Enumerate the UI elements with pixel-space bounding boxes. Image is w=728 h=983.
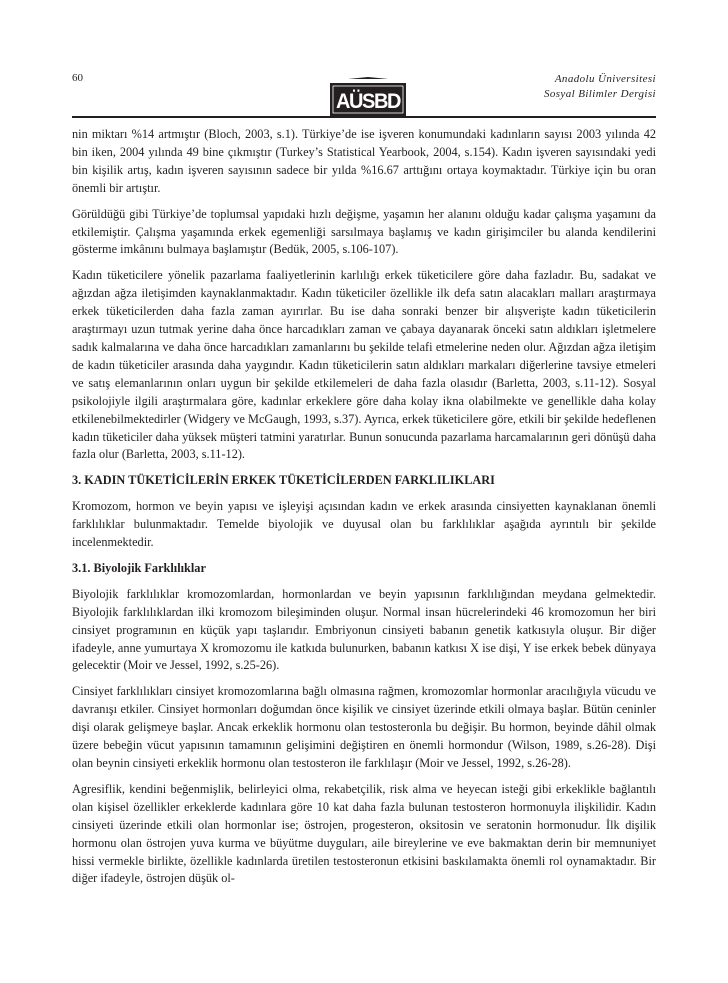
paragraph: Biyolojik farklılıklar kromozomlardan, hormonlardan ve beyin yapısının farklılığından meydana gelmektedir. Biyolojik farklılıklardan ilki kromozom bileşiminden oluşur. Normal insan hücrelerindeki 46 kromozomun her biri cinsiyet programının en küçük yapı taşlarıdır. Embriyonun cinsiyeti babanın genetik katkısıyla oluşur. Bir diğer ifadeyle, anne yumurtaya X kromozomu ile katkıda bulunurken, babanın katkısı X ise dişi, Y ise erkek bebek dünyaya gelecektir (Moir ve Jessel, 1992, s.25-26). [72,586,656,673]
paragraph: nin miktarı %14 artmıştır (Bloch, 2003, s.1). Türkiye’de ise işveren konumundaki kadınların sayısı 2003 yılında 42 bin iken, 2004 yılında 49 bine çıkmıştır (Turkey’s Statistical Yearbook, 2004, s.154). Kadın işveren sayısındaki yedi bin kişilik artış, kadın işveren sayısının sadece bir yılda %16.67 arttığını ortaya koymaktadır. Türkiye için bu oran önemli bir artıştır. [72,127,656,195]
paragraph: Agresiflik, kendini beğenmişlik, belirleyici olma, rekabetçilik, risk alma ve heyecan isteği gibi erkeklikle bağlantılı olan kişisel özellikler erkeklerde kadınlara göre 10 kat daha fazla bulunan testosteron hormonuyla ilişkilidir. Kadın cinsiyeti üzerinde etkili olan hormonlar ise; östrojen, progesteron, oksitosin ve seratonin hormonudur. İlk dişilik hormonu olan östrojen yuva kurma ve büyütme duyguları, aile bireylerine ve eve bakmaktan derin bir memnuniyet hissi vermekle birlikte, özellikle kadınlarda üretilen testosteronun etkisini baskılamakta önemli rol oynamaktadır. Bir diğer ifadeyle, östrojen düşük ol- [72,781,656,886]
paragraph: Cinsiyet farklılıkları cinsiyet kromozomlarına bağlı olmasına rağmen, kromozomlar hormonlar aracılığıyla vücudu ve davranışı etkiler. Cinsiyet hormonları doğumdan önce kişilik ve cinsiyet üzerinde etkili olmaya başlar. Bütün ceninler dişi olarak gelişmeye başlar. Ancak erkeklik hormonu olan testosteronla bu değişir. Bu hormon, beyinde dâhil olmak üzere bebeğin vücut yapısının tamamının gelişimini değiştiren en önemli hormondur (Wilson, 1989, s.26-28). Dişi olan beynin cinsiyeti erkeklik hormonu olan testosteron ile farklılaşır (Moir ve Jessel, 1992, s.26-28). [72,684,656,770]
header-rule [72,116,656,118]
journal-logo [328,76,408,118]
journal-title-line1: Anadolu Üniversitesi [554,73,656,85]
page-number: 60 [72,72,83,84]
page-header [72,72,656,122]
paragraph: Kromozom, hormon ve beyin yapısı ve işleyişi açısından kadın ve erkek arasında cinsiyetten kaynaklanan önemli farklılıklar bulunmaktadır. Temelde biyolojik ve duyusal olan bu farklılıklar aşağıda ayrıntılı bir şekilde incelenmektedir. [72,499,656,550]
journal-title [544,72,656,102]
subsection-heading: 3.1. Biyolojik Farklılıklar [72,560,206,575]
paragraph: Kadın tüketicilere yönelik pazarlama faaliyetlerinin karlılığı erkek tüketicilere göre daha fazladır. Bu, sadakat ve ağızdan ağza iletişimden kaynaklanmaktadır. Kadın tüketiciler özellikle ilk defa satın alacakları malları araştırmaya erkek tüketicilerden daha fazla zaman ayırırlar. Bu ise daha sonraki benzer bir alışverişte kadın tüketicilerin araştırmayı uzun tutmak yerine daha önce harcadıkları zaman ve çabaya dayanarak önceki satın aldıkları işletmelere sadık kalmalarına ve daha önce harcadıkları zamanlarını bu şekilde telafi etmelerine neden olur. Ağızdan ağza iletişim de kadın tüketiciler arasında daha yaygındır. Kadın tüketicilerin satın aldıkları markaları diğerlerine tavsiye etmeleri ve satış elemanlarının onları uygun bir şekilde etkilemeleri de daha fazla olasıdır (Barletta, 2003, s.11-12). Sosyal psikolojiyle ilgili araştırmalara göre, kadınlar erkeklere göre daha kolay ikna olabilmekte ve genellikle daha kolay etkilenebilmektedirler (Widgery ve McGaugh, 1993, s.37). Ayrıca, erkek tüketicilere göre, etkili bir şekilde hedeflenen kadın tüketiciler daha yüksek müşteri tatmini yaratırlar. Bunun sonucunda pazarlama harcamalarının geri dönüşü daha fazla olur (Barletta, 2003, s.11-12). [72,268,656,462]
logo-text: AÜSBD [336,90,402,113]
journal-title-line2: Sosyal Bilimler Dergisi [543,88,656,100]
section-heading: 3. KADIN TÜKETİCİLERİN ERKEK TÜKETİCİLERDEN FARKLILIKLARI [72,473,495,488]
paragraph: Görüldüğü gibi Türkiye’de toplumsal yapıdaki hızlı değişme, yaşamın her alanını olduğu kadar çalışma yaşamını da etkilemiştir. Çalışma yaşamında erkek egemenliği sarsılmaya başlamış ve kadın girişimciler bu alanda kendilerini gösterme imkânını bulmaya başlamıştır (Bedük, 2005, s.106-107). [72,206,656,257]
article-body [72,126,656,896]
